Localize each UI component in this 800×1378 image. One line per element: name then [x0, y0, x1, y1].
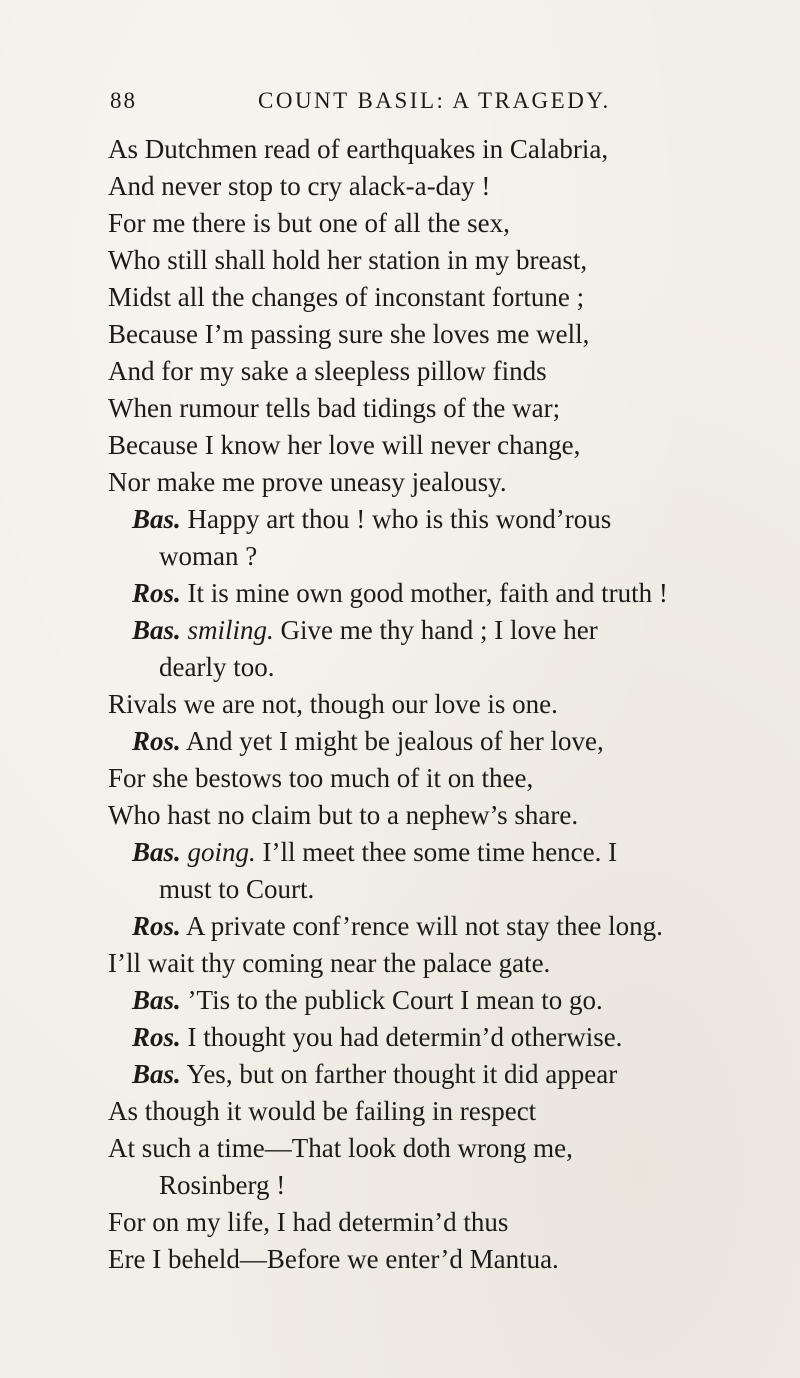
speaker-name: Ros.: [132, 726, 181, 756]
speaker-name: Bas.: [132, 504, 181, 534]
speaker-name: Ros.: [132, 911, 181, 941]
verse-line: I’ll wait thy coming near the palace gate.: [108, 948, 551, 978]
verse-line: Because I know her love will never change,: [108, 430, 581, 460]
verse-line: For me there is but one of all the sex,: [108, 208, 510, 238]
verse-line: At such a time—That look doth wrong me,: [108, 1133, 573, 1163]
verse-line: As Dutchmen read of earthquakes in Calabria,: [108, 134, 609, 164]
verse-line: And for my sake a sleepless pillow finds: [108, 356, 547, 386]
verse-line: When rumour tells bad tidings of the war;: [108, 393, 561, 423]
speaker-name: Bas.: [132, 985, 181, 1015]
verse-line: Rosinberg !: [159, 1170, 286, 1200]
stage-direction: smiling.: [187, 615, 274, 645]
verse-line: must to Court.: [159, 874, 315, 904]
speaker-name: Ros.: [132, 1022, 181, 1052]
verse-line: dearly too.: [159, 652, 275, 682]
speaker-name: Ros.: [132, 578, 181, 608]
verse-line: Who hast no claim but to a nephew’s share.: [108, 800, 579, 830]
verse-line: Who still shall hold her station in my breast,: [108, 245, 588, 275]
verse-line: Midst all the changes of inconstant fortune ;: [108, 282, 585, 312]
verse-line: For on my life, I had determin’d thus: [108, 1207, 509, 1237]
speaker-name: Bas.: [132, 1059, 181, 1089]
dialogue-line: Ros. And yet I might be jealous of her love,: [132, 726, 604, 756]
dialogue-line: Ros. I thought you had determin’d otherwise.: [132, 1022, 623, 1052]
dialogue-line: Bas. going. I’ll meet thee some time hence. I: [132, 837, 618, 867]
verse-text: [108, 131, 748, 1278]
speaker-name: Bas.: [132, 615, 181, 645]
verse-line: As though it would be failing in respect: [108, 1096, 537, 1126]
dialogue-line: Bas. Yes, but on farther thought it did appear: [132, 1059, 618, 1089]
stage-direction: going.: [187, 837, 256, 867]
dialogue-line: Bas. smiling. Give me thy hand ; I love her: [132, 615, 598, 645]
speaker-name: Bas.: [132, 837, 181, 867]
page-number: 88: [110, 88, 137, 113]
verse-line: woman ?: [159, 541, 258, 571]
dialogue-line: Bas. Happy art thou ! who is this wond’rous: [132, 504, 612, 534]
dialogue-line: Ros. A private conf’rence will not stay thee long.: [132, 911, 663, 941]
dialogue-line: Ros. It is mine own good mother, faith and truth !: [132, 578, 668, 608]
running-head: [110, 88, 710, 118]
verse-line: Rivals we are not, though our love is one.: [108, 689, 558, 719]
verse-line: Ere I beheld—Before we enter’d Mantua.: [108, 1244, 559, 1274]
verse-line: For she bestows too much of it on thee,: [108, 763, 534, 793]
verse-line: Because I’m passing sure she loves me well,: [108, 319, 590, 349]
dialogue-line: Bas. ’Tis to the publick Court I mean to go.: [132, 985, 603, 1015]
verse-line: And never stop to cry alack-a-day !: [108, 171, 491, 201]
running-title: COUNT BASIL: A TRAGEDY.: [258, 88, 611, 113]
verse-line: Nor make me prove uneasy jealousy.: [108, 467, 507, 497]
